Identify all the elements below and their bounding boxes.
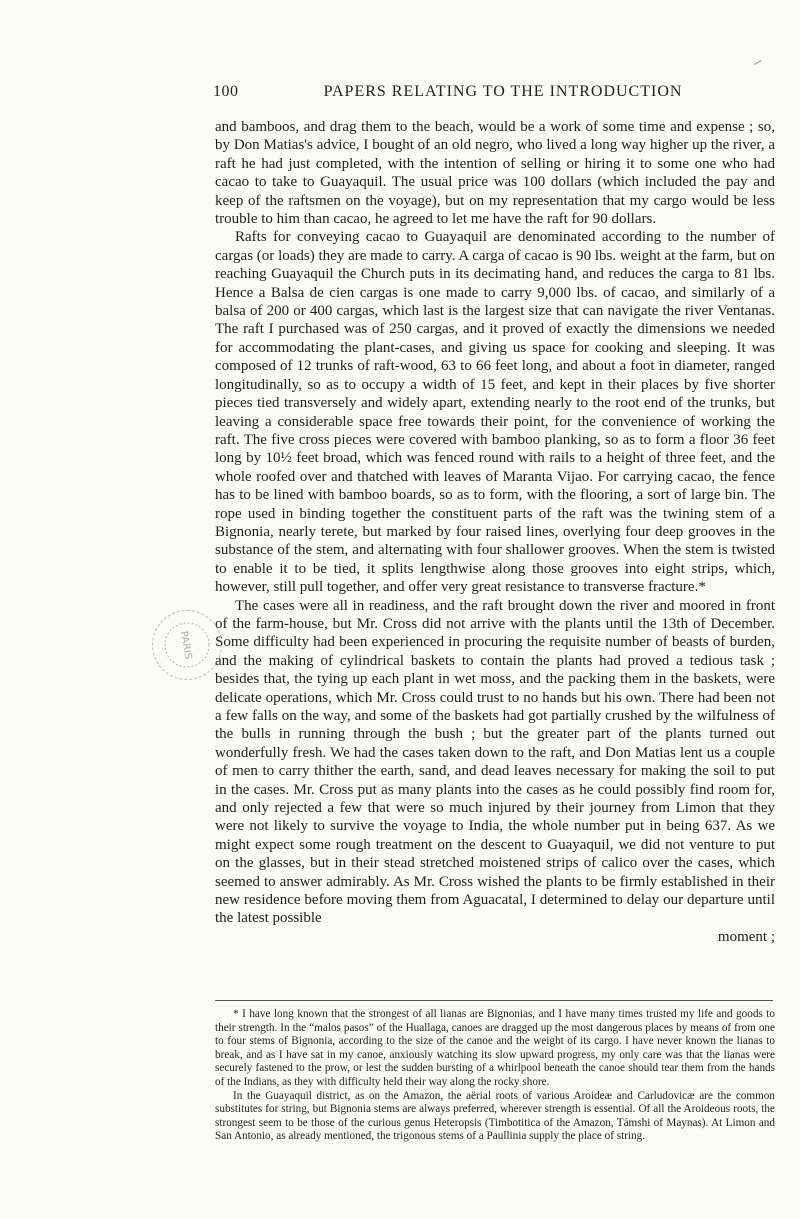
paragraph-2: Rafts for conveying cacao to Guayaquil are denominated according to the number of cargas (or loads) they are made to carry. A carga of cacao is 90 lbs. weight at the farm, but on reaching Guayaquil the Church puts in its decimating hand, and reduces the carga to 81 lbs. Hence a Balsa de cien cargas is one made to carry 9,000 lbs. of cacao, and similarly of a balsa of 200 or 400 cargas, which last is the largest size that can navigate the river Ventanas. The raft I purchased was of 250 cargas, and it proved of exactly the dimensions we needed for accommodating the plant-cases, and giving us space for cooking and sleeping. It was composed of 12 trunks of raft-wood, 63 to 66 feet long, and about a foot in diameter, ranged longitudinally, so as to occupy a width of 15 feet, and kept in their places by five shorter pieces tied transversely and widely apart, extending nearly to the root end of the trunks, but leaving a considerable space free towards their point, for the convenience of working the raft. The five cross pieces were covered with bamboo planking, so as to form a floor 36 feet long by 10½ feet broad, which was fenced round with rails to a height of three feet, and the whole roofed over and thatched with leaves of Maranta Vijao. For carrying cacao, the fence has to be lined with bamboo boards, so as to form, with the flooring, a sort of large bin. The rope used in binding together the constituent parts of the raft was the twining stem of a Bignonia, nearly terete, but marked by four raised lines, overlying four deep grooves in the substance of the stem, and alternating with four shallower grooves. When the stem is twisted to enable it to be tied, it splits lengthwise along those grooves into eight strips, which, however, still pull together, and offer very great resistance to transverse fracture.*	[215, 229, 775, 596]
stamp-text: PARIS	[177, 630, 194, 661]
footnote-1: * I have long known that the strongest of all lianas are Bignonias, and I have many times trusted my life and goods to their strength. In the “malos pasos” of the Huallaga, canoes are dragged up the most dangerous places by means of from one to four stems of Bignonia, according to the size of the canoe and the weight of its cargo. I have never known the lianas to break, and as I have sat in my canoe, anxiously watching its slow upward progress, my only care was that the lianas were securely fastened to the prow, or lest the sudden bursting of a whirlpool beneath the canoe should tear them from the hands of the Indians, as they with difficulty held their way along the rocky shore.	[215, 1008, 775, 1088]
footnotes	[215, 1008, 775, 1144]
library-stamp	[152, 610, 222, 680]
running-header	[213, 83, 773, 101]
catchword: moment ;	[717, 928, 775, 945]
page-number: 100	[213, 83, 239, 100]
running-title: PAPERS RELATING TO THE INTRODUCTION	[323, 83, 683, 100]
paragraph-3: The cases were all in readiness, and the raft brought down the river and moored in front of the farm-house, but Mr. Cross did not arrive with the plants until the 13th of December. Some difficulty had been experienced in procuring the requisite number of beasts of burden, and the making of cylindrical baskets to contain the plants had proved a tedious task ; besides that, the tying up each plant in wet moss, and the packing them in the baskets, were delicate operations, which Mr. Cross could trust to no hands but his own. There had been not a few falls on the way, and some of the baskets had got partially crushed by the wilfulness of the bulls in running through the bush ; but the greater part of the plants turned out wonderfully fresh. We had the cases taken down to the raft, and Don Matias lent us a couple of men to carry thither the earth, sand, and dead leaves necessary for making the soil to put in the cases. Mr. Cross put as many plants into the cases as he could possibly find room for, and only rejected a few that were so much injured by their journey from Limon that they were not likely to survive the voyage to India, the whole number put in being 637. As we might expect some rough treatment on the descent to Guayaquil, we did not venture to put on the glasses, but in their stead stretched moistened strips of calico over the cases, which seemed to answer admirably. As Mr. Cross wished the plants to be firmly established in their new residence before moving them from Aguacatal, I determined to delay our departure until the latest possible	[215, 597, 775, 927]
footnote-rule	[215, 1000, 773, 1001]
edge-mark	[754, 60, 762, 66]
footnote-2: In the Guayaquil district, as on the Amazon, the aërial roots of various Aroideæ and Carludovicæ are the common substitutes for string, but Bignonia stems are always preferred, wherever strength is essential. Of all the Aroideous roots, the strongest seem to be those of the curious genus Heteropsis (Timbotitica of the Amazon, Támshi of Maynas). At Limon and San Antonio, as already mentioned, the trigonous stems of a Paullinia supply the place of string.	[215, 1089, 775, 1143]
paragraph-1: and bamboos, and drag them to the beach, would be a work of some time and expense ; so, by Don Matias's advice, I bought of an old negro, who lived a long way higher up the river, a raft he had just completed, with the intention of selling or hiring it to some one who had cacao to take to Guayaquil. The usual price was 100 dollars (which included the pay and keep of the raftsmen on the voyage), but on my representation that my cargo would be less trouble to him than cacao, he agreed to let me have the raft for 90 dollars.	[215, 119, 775, 228]
stamp-graphic	[153, 611, 221, 679]
main-text	[215, 118, 775, 946]
